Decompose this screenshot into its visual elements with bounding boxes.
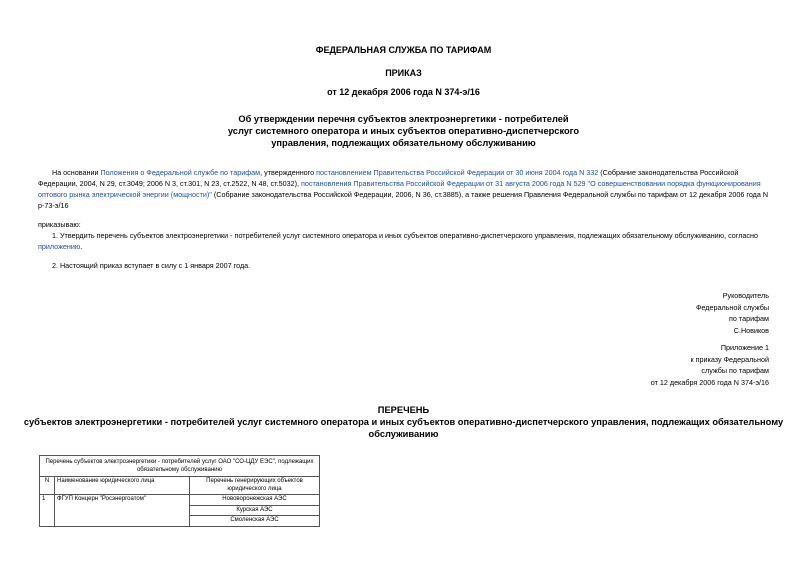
doc-title	[0, 113, 807, 149]
agency-name: ФЕДЕРАЛЬНАЯ СЛУЖБА ПО ТАРИФАМ	[315, 45, 492, 55]
table-caption: Перечень субъектов электроэнергетики - потребителей услуг ОАО "СО-ЦДУ ЕЭС", подлежащих обязательному обслуживанию	[40, 456, 320, 477]
row-number: 1	[40, 495, 55, 527]
doc-title-line2: услуг системного оператора и иных субъектов оперативно-диспетчерского	[227, 126, 580, 136]
signature-block	[696, 290, 769, 336]
table-header-row	[40, 477, 320, 495]
generating-object: Курская АЭС	[190, 505, 320, 516]
table-row	[40, 495, 320, 506]
order-item-1	[38, 230, 769, 252]
preamble-text-1: На основании	[52, 168, 101, 177]
link-fts-regulation[interactable]: Положения о Федеральной службе по тарифам	[100, 168, 261, 177]
preamble-text-4: (Собрание законодательства Российской Федерации, 2006, N 36, ст.3885), а также решения Правления Федеральной службы по тарифам от 12 декабря 2006 года N р-73-э/16	[38, 190, 769, 210]
signature-line3: по тарифам	[729, 314, 769, 323]
list-title-line2: субъектов электроэнергетики - потребителей услуг системного оператора и иных субъектов оперативно-диспетчерского управления, подлежащих обязательному	[23, 417, 784, 427]
preamble-text-3: (Собрание законодательства Российской Федерации, 2004, N 29, ст.3049; 2006 N 3, ст.301, N 23, ст.2522, N 48, ст.5032),	[38, 168, 739, 188]
doc-date: от 12 декабря 2006 года N 374-э/16	[327, 87, 480, 97]
doc-type: ПРИКАЗ	[385, 68, 422, 78]
signature-line4: С.Новиков	[733, 325, 769, 335]
signature-line1: Руководитель	[722, 291, 769, 300]
doc-title-line3: управления, подлежащих обязательному обслуживанию	[271, 138, 536, 148]
order-item-2: 2. Настоящий приказ вступает в силу с 1 января 2007 года.	[52, 261, 251, 270]
order-word: приказываю:	[38, 220, 81, 229]
link-decree-529[interactable]: постановления Правительства Российской Федерации от 31 августа 2006 года N 529 "О совершенствовании порядка функционирования оптового рынка электрической энергии (мощности)"	[38, 179, 761, 199]
signature-line2: Федеральной службы	[695, 302, 769, 312]
appendix-block	[651, 342, 769, 388]
doc-title-line1: Об утверждении перечня субъектов электроэнергетики - потребителей	[238, 114, 569, 124]
entities-table	[39, 455, 320, 527]
list-title-heading: ПЕРЕЧЕНЬ	[377, 405, 430, 415]
preamble	[38, 167, 769, 211]
preamble-text-2: , утвержденного	[260, 168, 317, 177]
generating-object: Нововоронежская АЭС	[190, 495, 320, 506]
appendix-line3: службы по тарифам	[701, 366, 769, 375]
list-title-line3: обслуживанию	[368, 429, 439, 439]
appendix-line1: Приложение 1	[720, 343, 769, 352]
column-header-objects: Перечень генерирующих объектов юридического лица	[190, 477, 320, 495]
generating-object: Смоленская АЭС	[190, 516, 320, 527]
link-appendix[interactable]: приложению	[38, 242, 81, 251]
column-header-name: Наименование юридического лица	[55, 477, 190, 495]
order-item-1-end: .	[80, 242, 83, 251]
order-item-1-text: 1. Утвердить перечень субъектов электроэнергетики - потребителей услуг системного оператора и иных субъектов оперативно-диспетчерского управления, подлежащих обязательному обслуживанию, согласно	[52, 231, 758, 240]
appendix-line2: к приказу Федеральной	[690, 354, 769, 364]
list-title	[0, 404, 807, 440]
appendix-line4: от 12 декабря 2006 года N 374-э/16	[650, 377, 769, 387]
column-header-n: N	[40, 477, 55, 495]
link-decree-332[interactable]: постановлением Правительства Российской Федерации от 30 июня 2004 года N 332	[316, 168, 599, 177]
table-caption-row	[40, 456, 320, 477]
row-entity-name: ФГУП Концерн "Росэнергоатом"	[55, 495, 190, 527]
